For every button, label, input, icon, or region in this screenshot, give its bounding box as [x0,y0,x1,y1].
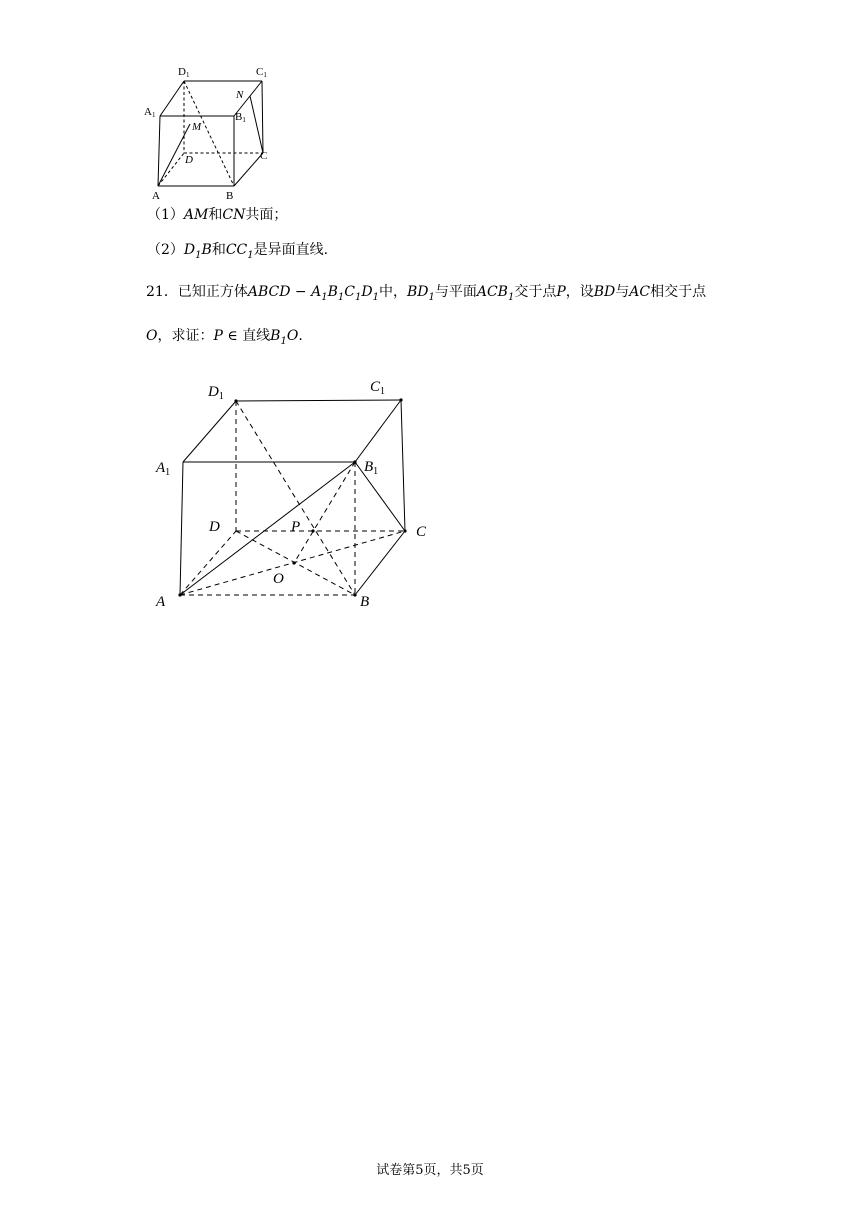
math-p-in: P ∈ [213,328,243,344]
diagonal-d1b-hidden [184,81,234,186]
label-c1: C1 [256,66,267,79]
edge-c1c [262,81,263,153]
label-a: A [156,594,166,610]
point-o [292,561,295,564]
label-p: P [291,519,301,535]
cube-figure-large [150,372,440,612]
edge-b1c1 [355,400,401,462]
label-n: N [236,89,244,101]
segment-b1c [355,462,405,531]
math-bd1: $BD_1$ [406,284,435,303]
segment-cn [250,96,263,153]
math-cn: CN [222,207,246,223]
math-p: P [556,284,566,300]
edge-a1d1 [160,81,184,116]
label-c1: $C_1$ [370,379,386,397]
label-a1: $A_1$ [156,460,171,478]
math-cube-name: ABCD − $A_1B_1C_1D_1$ [247,284,379,303]
label-d: D [209,519,220,535]
point-a [178,593,181,596]
math-acb1: $ACB_1$ [476,284,515,303]
point-b [353,593,356,596]
label-a1: A1 [144,106,156,119]
point-c1 [399,398,402,401]
label-d1: $D_1$ [208,384,224,402]
cube-figure-small [140,62,280,204]
q21-line2: O，求证：P ∈ 直线$B_1O$. [146,328,303,347]
math-bd: BD [593,284,616,300]
label-b: B [226,190,234,202]
part-number: （2） [147,242,184,258]
edge-ad-hidden [180,531,236,595]
label-b: B [360,594,370,610]
math-ac: AC [629,284,651,300]
math-am: AM [183,207,209,223]
edge-bc [355,531,405,595]
page-footer: 试卷第5页，共5页 [376,1163,484,1178]
label-b1: B1 [235,111,246,124]
text-coplanar: 共面； [245,207,288,223]
point-p [311,529,314,532]
label-a: A [152,190,160,202]
label-c: C [416,524,427,540]
label-m: M [192,121,202,133]
math-b1o: $B_1O$ [270,328,299,347]
label-d: D [185,154,193,166]
text-and: 和 [208,207,223,223]
question-number: 21． [146,284,178,300]
math-cc1: $CC_1$ [225,242,254,261]
q21-line1: 21．已知正方体ABCD − $A_1B_1C_1D_1$中，$BD_1$与平面$ACB_1$交于点P，设BD与AC相交于点 [146,284,707,303]
point-b1 [353,460,356,463]
label-c: C [260,150,268,162]
edge-a1d1 [183,401,236,462]
point-c [403,529,406,532]
edge-a1a [180,462,183,595]
edge-ad-hidden [158,153,184,186]
point-d1 [234,399,237,402]
edge-a1a [158,116,160,186]
text-skew-lines: 是异面直线. [253,242,329,258]
math-o: O [146,328,158,344]
q20-part1 [147,205,287,225]
math-d1b: $D_1B$ [183,242,212,261]
q20-part2 [147,240,328,262]
label-d1: D1 [178,66,190,79]
edge-bc [234,153,263,186]
diagonal-d1b-hidden [236,401,355,595]
label-b1: $B_1$ [364,459,379,477]
segment-ab1 [180,462,355,595]
edge-d1c1 [236,400,401,401]
text-and: 和 [211,242,226,258]
part-number: （1） [147,207,184,223]
edge-c1c [401,400,405,531]
label-o: O [273,571,284,587]
